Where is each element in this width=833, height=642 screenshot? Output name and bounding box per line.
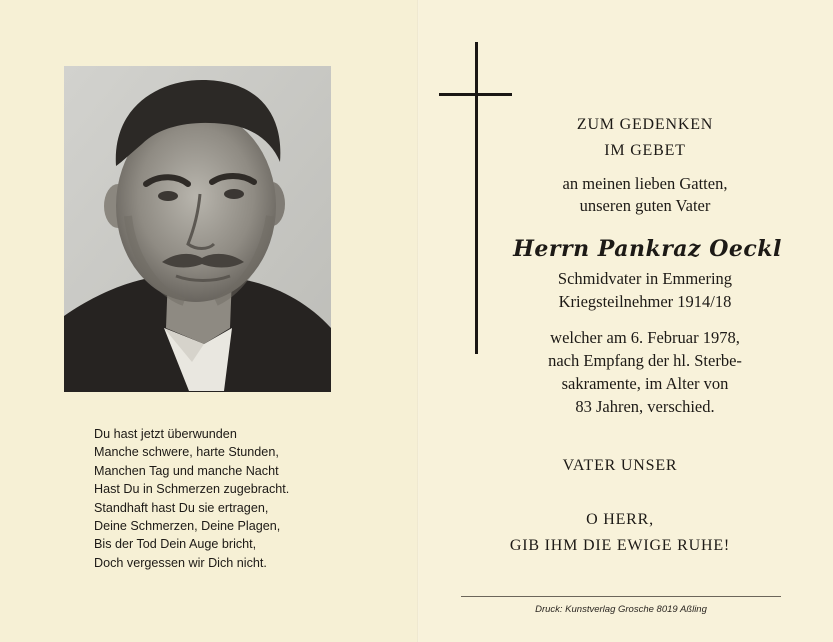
deceased-name: Herrn Pankraz Oeckl: [513, 236, 782, 262]
death-line-2: nach Empfang der hl. Sterbe-: [548, 351, 742, 370]
poem-line: Hast Du in Schmerzen zugebracht.: [94, 482, 290, 497]
death-line-3: sakramente, im Alter von: [561, 374, 729, 393]
poem: [94, 425, 394, 572]
footer-rule: [461, 596, 781, 597]
poem-line: Bis der Tod Dein Auge bricht,: [94, 537, 257, 552]
cross-icon-bar: [439, 93, 512, 96]
closing-line-1: O HERR,: [586, 511, 654, 528]
portrait-photo: [64, 66, 331, 392]
dedication-line-2: unseren guten Vater: [579, 196, 711, 215]
death-line-4: 83 Jahren, verschied.: [575, 397, 715, 416]
title-line-1: Schmidvater in Emmering: [557, 269, 733, 288]
card-fold: [417, 0, 419, 642]
closing-line-2: GIB IHM DIE EWIGE RUHE!: [509, 537, 731, 554]
death-line-1: welcher am 6. Februar 1978,: [550, 328, 740, 347]
poem-line: Manchen Tag und manche Nacht: [94, 463, 279, 478]
dedication-line-1: an meinen lieben Gatten,: [562, 174, 728, 193]
title-line-2: Kriegsteilnehmer 1914/18: [558, 292, 732, 311]
prayer-heading: VATER UNSER: [562, 457, 678, 474]
poem-line: Deine Schmerzen, Deine Plagen,: [94, 519, 281, 534]
printer-credit: Druck: Kunstverlag Grosche 8019 Aßling: [535, 604, 707, 615]
heading-line-1: ZUM GEDENKEN: [576, 116, 714, 133]
poem-line: Doch vergessen wir Dich nicht.: [94, 555, 267, 570]
poem-line: Manche schwere, harte Stunden,: [94, 445, 279, 460]
cross-icon: [475, 42, 478, 354]
poem-line: Standhaft hast Du sie ertragen,: [94, 500, 269, 515]
heading-line-2: IM GEBET: [604, 142, 686, 159]
portrait-image: [64, 66, 331, 392]
poem-line: Du hast jetzt überwunden: [94, 427, 237, 441]
